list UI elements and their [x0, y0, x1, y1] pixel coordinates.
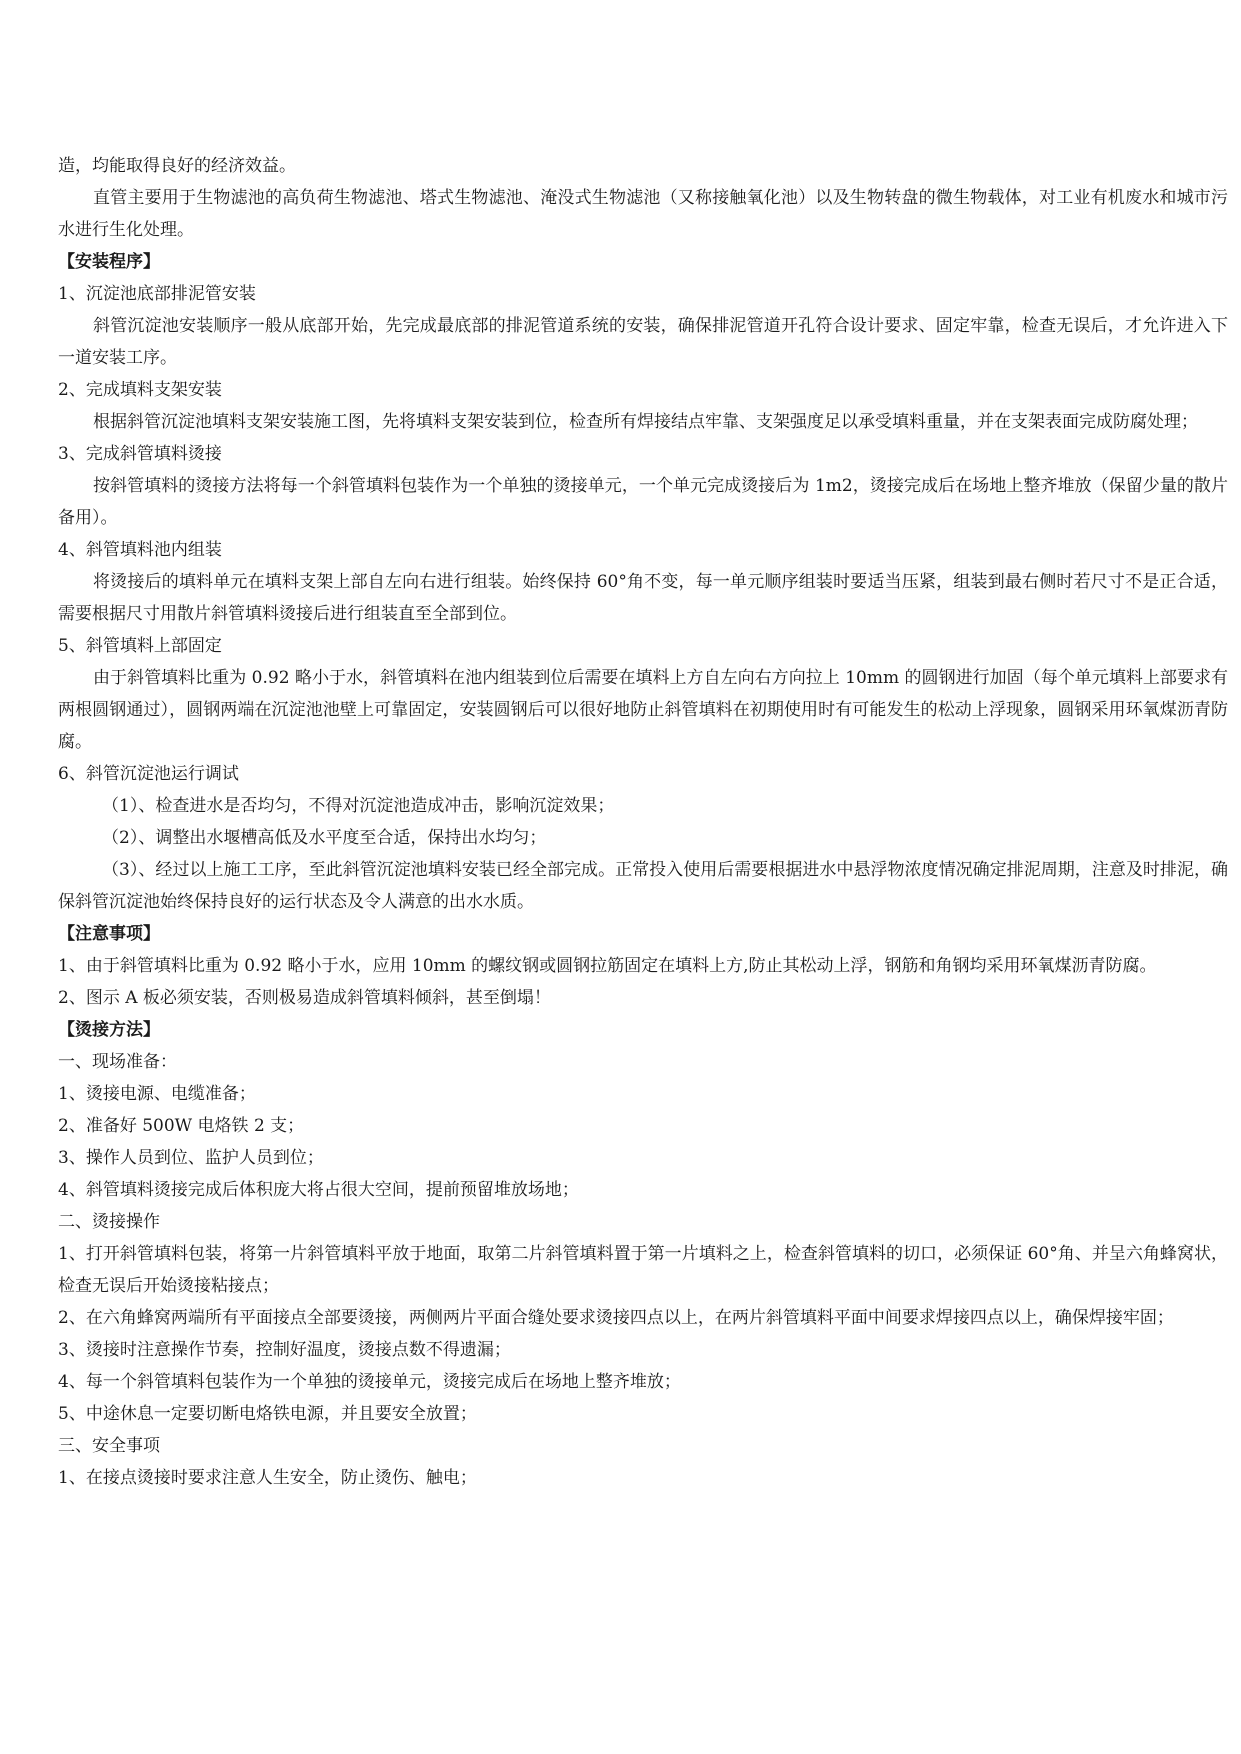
- paragraph-intro-continued: 造，均能取得良好的经济效益。: [58, 156, 296, 176]
- list-item: 1、烫接电源、电缆准备；: [58, 1084, 256, 1104]
- list-item-heading: 4、斜管填料池内组装: [58, 540, 222, 560]
- sub-list-item: （3）、经过以上施工工序，至此斜管沉淀池填料安装已经全部完成。正常投入使用后需要根据进水中悬浮物浓度情况确定排泥周期，注意及时排泥，确保斜管沉淀池始终保持良好的运行状态及令人满意的出水水质。: [58, 860, 1228, 912]
- paragraph-straight-tube-usage: 直管主要用于生物滤池的高负荷生物滤池、塔式生物滤池、淹没式生物滤池（又称接触氧化池）以及生物转盘的微生物载体，对工业有机废水和城市污水进行生化处理。: [58, 188, 1228, 240]
- note-item: 2、图示 A 板必须安装，否则极易造成斜管填料倾斜，甚至倒塌！: [58, 988, 551, 1008]
- list-item-heading: 5、斜管填料上部固定: [58, 636, 222, 656]
- section-heading-welding-method: 【烫接方法】: [58, 1020, 160, 1040]
- list-item: 3、操作人员到位、监护人员到位；: [58, 1148, 324, 1168]
- paragraph: 根据斜管沉淀池填料支架安装施工图，先将填料支架安装到位，检查所有焊接结点牢靠、支架强度足以承受填料重量，并在支架表面完成防腐处理；: [93, 412, 1198, 432]
- paragraph: 将烫接后的填料单元在填料支架上部自左向右进行组装。始终保持 60°角不变，每一单元顺序组装时要适当压紧，组装到最右侧时若尺寸不是正合适，需要根据尺寸用散片斜管填料烫接后进行组装直至全部到位。: [58, 572, 1228, 624]
- list-item: 3、烫接时注意操作节奏，控制好温度，烫接点数不得遗漏；: [58, 1340, 511, 1360]
- list-item: 5、中途休息一定要切断电烙铁电源，并且要安全放置；: [58, 1404, 477, 1424]
- sub-list-item: （1）、检查进水是否均匀，不得对沉淀池造成冲击，影响沉淀效果；: [102, 796, 615, 816]
- list-item: 4、斜管填料烫接完成后体积庞大将占很大空间，提前预留堆放场地；: [58, 1180, 579, 1200]
- paragraph: 由于斜管填料比重为 0.92 略小于水，斜管填料在池内组装到位后需要在填料上方自左向右方向拉上 10mm 的圆钢进行加固（每个单元填料上部要求有两根圆钢通过），圆钢两端在沉淀池池壁上可靠固定，安装圆钢后可以很好地防止斜管填料在初期使用时有可能发生的松动上浮现象，圆钢采用环氧煤沥青防腐。: [58, 668, 1228, 752]
- list-item-heading: 2、完成填料支架安装: [58, 380, 222, 400]
- list-item: 2、在六角蜂窝两端所有平面接点全部要烫接，两侧两片平面合缝处要求烫接四点以上，在两片斜管填料平面中间要求焊接四点以上，确保焊接牢固；: [58, 1308, 1174, 1328]
- list-item: 1、在接点烫接时要求注意人生安全，防止烫伤、触电；: [58, 1468, 477, 1488]
- sub-list-item: （2）、调整出水堰槽高低及水平度至合适，保持出水均匀；: [102, 828, 547, 848]
- list-item-heading: 3、完成斜管填料烫接: [58, 444, 222, 464]
- paragraph: 斜管沉淀池安装顺序一般从底部开始，先完成最底部的排泥管道系统的安装，确保排泥管道开孔符合设计要求、固定牢靠，检查无误后，才允许进入下一道安装工序。: [58, 316, 1228, 368]
- section-heading-notes: 【注意事项】: [58, 924, 160, 944]
- section-heading-installation: 【安装程序】: [58, 252, 160, 272]
- subsection-heading: 一、现场准备：: [58, 1052, 177, 1072]
- paragraph: 按斜管填料的烫接方法将每一个斜管填料包装作为一个单独的烫接单元，一个单元完成烫接后为 1m2，烫接完成后在场地上整齐堆放（保留少量的散片备用）。: [58, 476, 1228, 528]
- subsection-heading: 二、烫接操作: [58, 1212, 160, 1232]
- list-item-heading: 6、斜管沉淀池运行调试: [58, 764, 239, 784]
- list-item: 4、每一个斜管填料包装作为一个单独的烫接单元，烫接完成后在场地上整齐堆放；: [58, 1372, 681, 1392]
- subsection-heading: 三、安全事项: [58, 1436, 160, 1456]
- document-body: [58, 150, 1228, 1494]
- note-item: 1、由于斜管填料比重为 0.92 略小于水，应用 10mm 的螺纹钢或圆钢拉筋固定在填料上方,防止其松动上浮，钢筋和角钢均采用环氧煤沥青防腐。: [58, 956, 1157, 976]
- list-item: 1、打开斜管填料包装，将第一片斜管填料平放于地面，取第二片斜管填料置于第一片填料之上，检查斜管填料的切口，必须保证 60°角、并呈六角蜂窝状，检查无误后开始烫接粘接点；: [58, 1244, 1228, 1296]
- list-item-heading: 1、沉淀池底部排泥管安装: [58, 284, 256, 304]
- list-item: 2、准备好 500W 电烙铁 2 支；: [58, 1116, 305, 1136]
